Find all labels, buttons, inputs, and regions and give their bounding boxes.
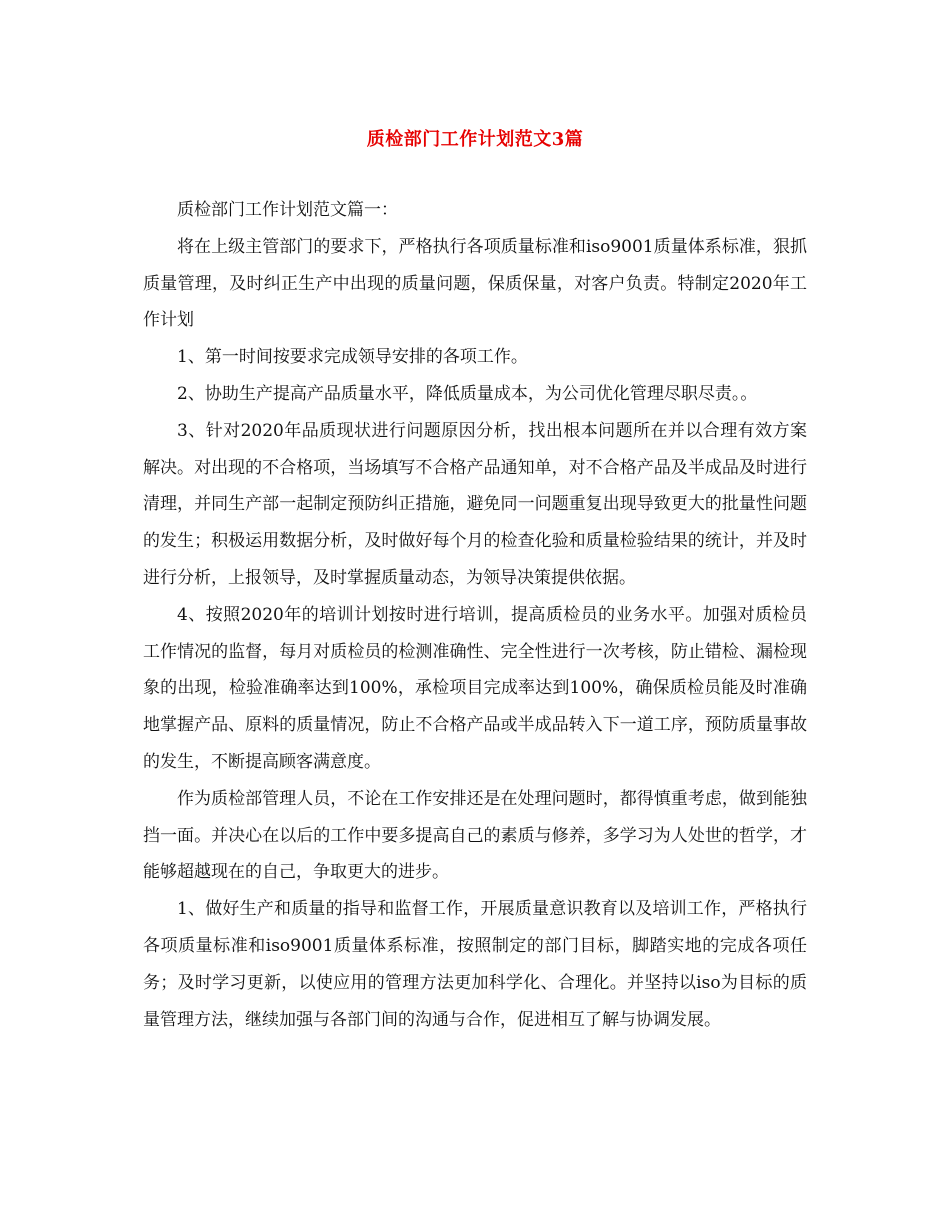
paragraph-intro: 将在上级主管部门的要求下，严格执行各项质量标准和iso9001质量体系标准，狠抓质量管理，及时纠正生产中出现的质量问题，保质保量，对客户负责。特制定2020年工作计划	[143, 236, 807, 331]
document-body	[143, 192, 807, 1038]
paragraph-item-2: 2、协助生产提高产品质量水平，降低质量成本，为公司优化管理尽职尽责。。	[177, 383, 758, 404]
paragraph-heading: 质检部门工作计划范文篇一：	[177, 200, 398, 220]
paragraph-item-3: 3、针对2020年品质现状进行问题原因分析，找出根本问题所在并以合理有效方案解决。对出现的不合格项，当场填写不合格产品通知单，对不合格产品及半成品及时进行清理，并同生产部一起制定预防纠正措施，避免同一问题重复出现导致更大的批量性问题的发生；积极运用数据分析，及时做好每个月的检查化验和质量检验结果的统计，并及时进行分析，上报领导，及时掌握质量动态，为领导决策提供依据。	[143, 420, 807, 588]
paragraph-item-4: 4、按照2020年的培训计划按时进行培训，提高质检员的业务水平。加强对质检员工作情况的监督，每月对质检员的检测准确性、完全性进行一次考核，防止错检、漏检现象的出现，检验准确率达到100%，承检项目完成率达到100%，确保质检员能及时准确地掌握产品、原料的质量情况，防止不合格产品或半成品转入下一道工序，预防质量事故的发生，不断提高顾客满意度。	[143, 604, 807, 772]
paragraph-plan-item-1: 1、做好生产和质量的指导和监督工作，开展质量意识教育以及培训工作，严格执行各项质量标准和iso9001质量体系标准，按照制定的部门目标，脚踏实地的完成各项任务；及时学习更新，以使应用的管理方法更加科学化、合理化。并坚持以iso为目标的质量管理方法，继续加强与各部门间的沟通与合作，促进相互了解与协调发展。	[143, 899, 807, 1030]
paragraph-reflection: 作为质检部管理人员，不论在工作安排还是在处理问题时，都得慎重考虑，做到能独挡一面。并决心在以后的工作中要多提高自己的素质与修养，多学习为人处世的哲学，才能够超越现在的自己，争取更大的进步。	[143, 788, 807, 883]
paragraph-item-1: 1、第一时间按要求完成领导安排的各项工作。	[177, 347, 528, 368]
document-title: 质检部门工作计划范文3篇	[366, 129, 584, 150]
